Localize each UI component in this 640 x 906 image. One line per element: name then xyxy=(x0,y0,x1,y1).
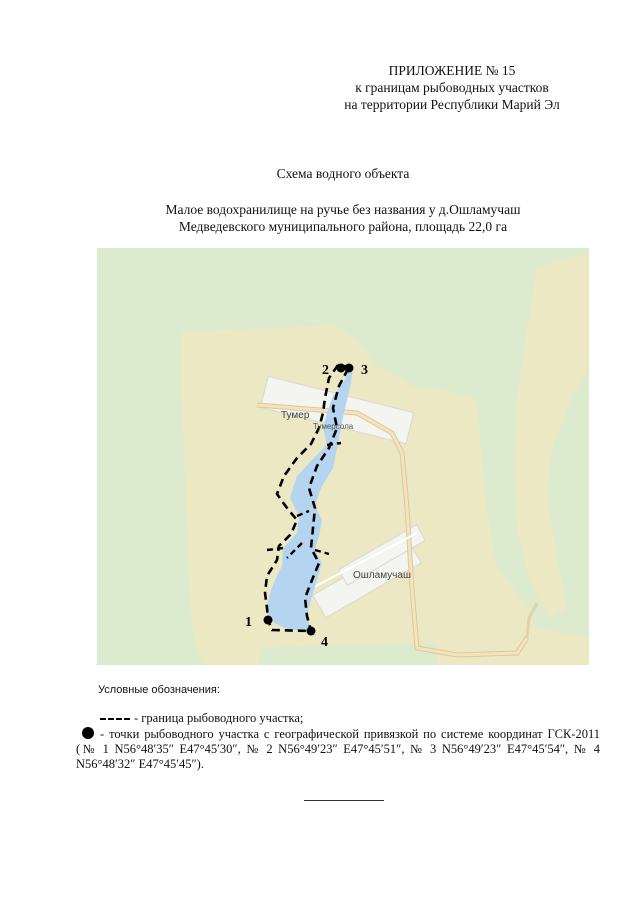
point-label-4: 4 xyxy=(321,635,328,650)
map-scheme xyxy=(97,248,589,665)
legend-points-text: - точки рыбоводного участка с географической привязкой по системе координат ГСК-2011 (№ 1 N56°48′35″ E47°45′30″, № 2 N56°49′23″ E47°45′51″, № 3 N56°49′23″ E47°45′54″, № 4 N56°48′32″ E47°45′45″). xyxy=(76,727,600,771)
map-label-oshlamuchash: Ошламучаш xyxy=(353,570,411,581)
point-label-2: 2 xyxy=(322,363,329,378)
point-1-marker xyxy=(264,616,273,625)
appendix-header xyxy=(302,62,602,113)
point-label-3: 3 xyxy=(361,363,368,378)
subtitle-line2: Медведевского муниципального района, площадь 22,0 га xyxy=(178,219,508,234)
point-3-marker xyxy=(345,364,354,373)
dashed-line-icon xyxy=(100,718,130,720)
legend-points xyxy=(76,727,600,772)
point-label-1: 1 xyxy=(245,615,252,630)
subtitle xyxy=(0,201,640,235)
map-label-tumer: Тумер xyxy=(281,410,310,421)
point-2-marker xyxy=(337,364,346,373)
subtitle-line1: Малое водохранилище на ручье без названия у д.Ошламучаш xyxy=(165,202,521,217)
black-dot-icon xyxy=(82,727,94,739)
footer-divider xyxy=(304,800,384,801)
point-4-marker xyxy=(307,627,316,636)
legend-boundary-text: - граница рыбоводного участка; xyxy=(134,711,304,725)
scheme-title: Схема водного объекта xyxy=(276,166,410,181)
appendix-line2: к границам рыбоводных участков xyxy=(355,80,549,95)
legend-boundary xyxy=(100,711,624,726)
legend-title: Условные обозначения: xyxy=(98,684,220,696)
appendix-line3: на территории Республики Марий Эл xyxy=(344,97,560,112)
appendix-number: ПРИЛОЖЕНИЕ № 15 xyxy=(388,63,516,78)
map-label-tumer-small: Тумерсола xyxy=(313,422,354,431)
